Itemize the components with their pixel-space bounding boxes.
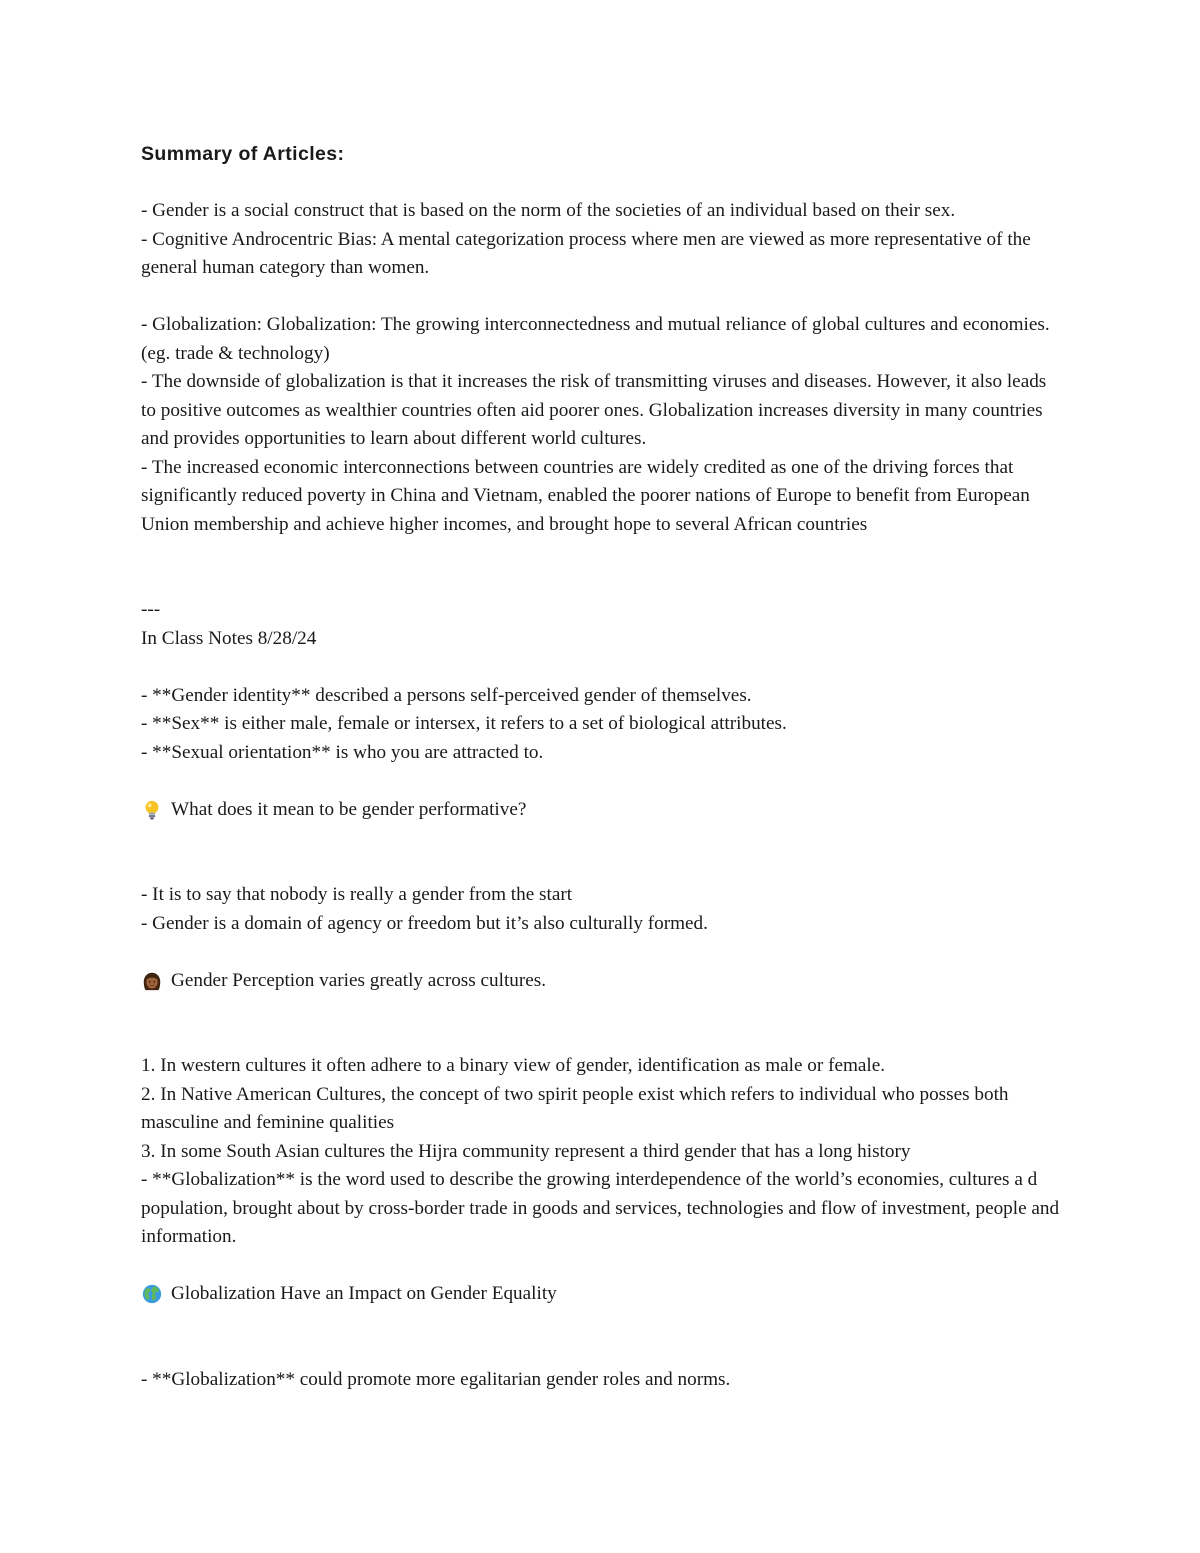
callout-gender-performative [141, 796, 1061, 825]
performative-item-1: - It is to say that nobody is really a gender from the start [141, 884, 573, 905]
definition-gender-identity: - **Gender identity** described a persons self-perceived gender of themselves. [141, 684, 752, 706]
summary-item-gender: - Gender is a social construct that is based on the norm of the societies of an individual based on their sex. [141, 200, 956, 221]
callout-globalization-impact [141, 1280, 1061, 1309]
culture-item-native-american: 2. In Native American Cultures, the concept of two spirit people exist which refers to individual who posses both masculine and feminine qualities [141, 1083, 1009, 1133]
section-divider: --- [141, 599, 161, 620]
impact-item-1: - **Globalization** could promote more egalitarian gender roles and norms. [141, 1368, 731, 1390]
performative-item-2: - Gender is a domain of agency or freedom but it’s also culturally formed. [141, 912, 708, 934]
summary-item-economic-interconnections: - The increased economic interconnections between countries are widely credited as one of the driving forces that significantly reduced poverty in China and Vietnam, enabled the poorer nations of Europe to benefit from European Union membership and achieve higher incomes, and brought hope to several African countries [141, 456, 1030, 535]
summary-heading: Summary of Articles: [141, 143, 345, 165]
culture-item-south-asian: 3. In some South Asian cultures the Hijra community represent a third gender that has a long history [141, 1140, 911, 1162]
globalization-definition: - **Globalization** is the word used to describe the growing interdependence of the world’s economies, cultures a d population, brought about by cross-border trade in goods and services, technologies and flow of investment, people and information. [141, 1169, 1060, 1247]
summary-item-androcentric-bias: - Cognitive Androcentric Bias: A mental categorization process where men are viewed as more representative of the general human category than women. [141, 228, 1031, 278]
spacer [141, 653, 1061, 682]
spacer [141, 995, 1061, 1052]
spacer [141, 824, 1061, 881]
callout-text: Globalization Have an Impact on Gender Equality [171, 1283, 557, 1304]
summary-item-globalization-definition: - Globalization: Globalization: The growing interconnectedness and mutual reliance of global cultures and economies. (eg. trade & technology) [141, 314, 1050, 364]
spacer [141, 938, 1061, 967]
class-notes-title: In Class Notes 8/28/24 [141, 627, 317, 649]
callout-gender-perception [141, 967, 1061, 996]
definition-sexual-orientation: - **Sexual orientation** is who you are attracted to. [141, 741, 544, 763]
lightbulb-icon [141, 799, 163, 821]
spacer [141, 283, 1061, 312]
callout-text: What does it mean to be gender performative? [171, 798, 527, 820]
spacer [141, 767, 1061, 796]
spacer [141, 1309, 1061, 1366]
person-icon [141, 970, 163, 992]
callout-text: Gender Perception varies greatly across cultures. [171, 969, 547, 991]
spacer [141, 539, 1061, 596]
globe-icon [141, 1283, 163, 1305]
document-page [141, 140, 1061, 1394]
definition-sex: - **Sex** is either male, female or intersex, it refers to a set of biological attributes. [141, 713, 787, 734]
culture-item-western: 1. In western cultures it often adhere to a binary view of gender, identification as male or female. [141, 1055, 886, 1076]
spacer [141, 169, 1061, 198]
spacer [141, 1252, 1061, 1281]
summary-item-globalization-downside: - The downside of globalization is that it increases the risk of transmitting viruses and diseases. However, it also leads to positive outcomes as wealthier countries often aid poorer ones. Globalization increases diversity in many countries and provides opportunities to learn about different world cultures. [141, 371, 1047, 449]
